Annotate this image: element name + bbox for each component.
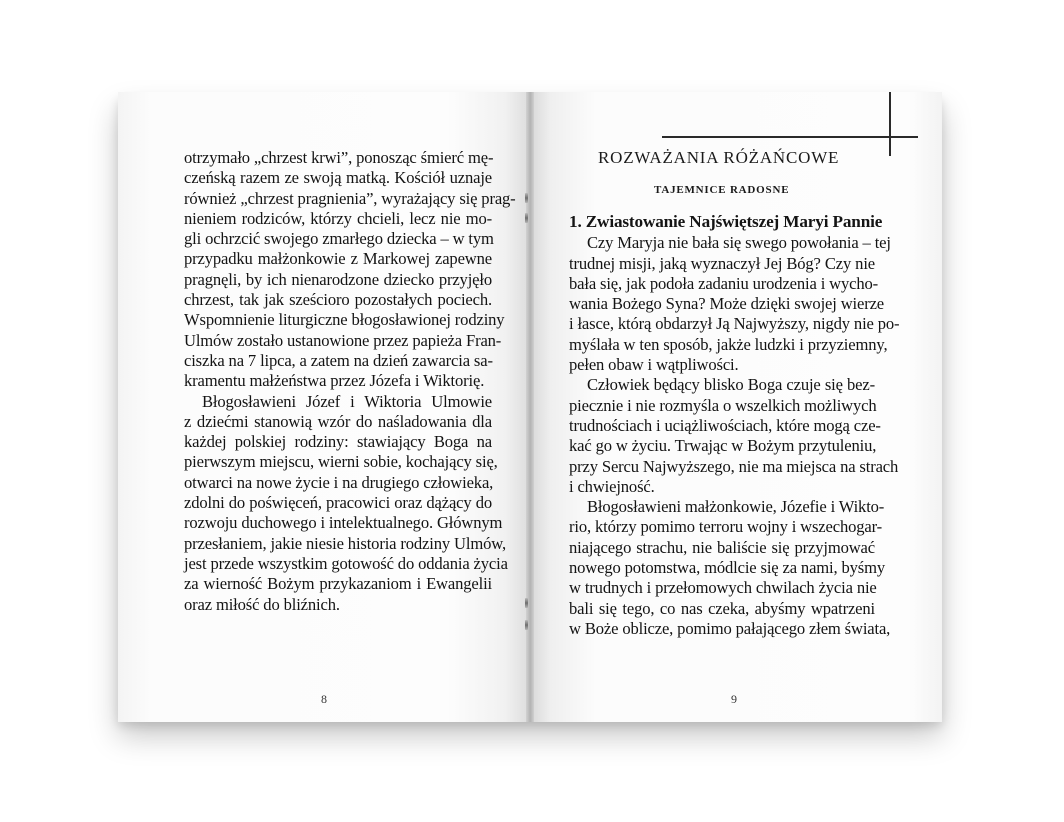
right-page <box>530 92 942 722</box>
text-line: oraz miłość do bliźnich. <box>184 594 340 614</box>
text-line: z dziećmi stanowią wzór do naśladowania dla <box>184 411 492 431</box>
text-line: bali się tego, co nas czeka, abyśmy wpatrzeni <box>569 598 875 618</box>
text-line: Ulmów zostało ustanowione przez papieża Fran- <box>184 330 502 350</box>
text-line: ciszka na 7 lipca, a zatem na dzień zawarcia sa- <box>184 350 493 370</box>
text-line: przesłaniem, jakie niesie historia rodziny Ulmów, <box>184 533 506 553</box>
text-line: niającego strachu, nie baliście się przyjmować <box>569 537 875 557</box>
text-line: trudnej misji, jaką wyznaczył Jej Bóg? Czy nie <box>569 253 875 273</box>
text-line: również „chrzest pragnienia”, wyrażający się prag- <box>184 188 516 208</box>
staple-top-lower <box>525 213 528 223</box>
text-line: gli ochrzcić swojego zmarłego dziecka – w tym <box>184 229 494 249</box>
section-subtitle: TAJEMNICE RADOSNE <box>654 184 790 196</box>
left-page <box>118 92 530 722</box>
cross-ornament-horizontal <box>662 136 918 138</box>
text-line: Wspomnienie liturgiczne błogosławionej rodziny <box>184 310 505 330</box>
text-line: Człowiek będący blisko Boga czuje się bez- <box>587 375 875 395</box>
text-line: rozwoju duchowego i intelektualnego. Głównym <box>184 513 503 533</box>
text-line: i chwiejność. <box>569 476 655 496</box>
staple-bottom-lower <box>525 620 528 630</box>
text-line: kramentu małżeństwa przez Józefa i Wiktorię. <box>184 371 485 391</box>
left-page-body <box>184 148 516 615</box>
text-line: zdolni do poświęceń, pracowici oraz dążący do <box>184 493 492 513</box>
right-page-body <box>569 212 900 639</box>
text-line: i łasce, którą obdarzył Ją Najwyższy, nigdy nie po- <box>569 314 900 334</box>
text-line: pragnęli, by ich nienarodzone dziecko przyjęło <box>184 269 492 289</box>
text-line: trudnościach i uciążliwościach, które mogą cze- <box>569 415 881 435</box>
text-line: pierwszym miejscu, wierni sobie, kochający się, <box>184 452 498 472</box>
text-line: wania Bożego Syna? Może dzięki swojej wierze <box>569 294 885 314</box>
text-line: piecznie i nie rozmyśla o wszelkich możliwych <box>569 395 877 415</box>
text-line: za wierność Bożym przykazaniom i Ewangelii <box>184 574 492 594</box>
text-line: czeńską razem ze swoją matką. Kościół uznaje <box>184 168 492 188</box>
text-line: otwarci na nowe życie i na drugiego człowieka, <box>184 472 494 492</box>
text-line: jest przede wszystkim gotowość do oddania życia <box>184 553 508 573</box>
text-line: w Boże oblicze, pomimo pałającego złem świata, <box>569 618 891 638</box>
section-title: ROZWAŻANIA RÓŻAŃCOWE <box>598 148 840 167</box>
text-line: Błogosławieni Józef i Wiktoria Ulmowie <box>202 391 492 411</box>
text-line: każdej polskiej rodziny: stawiający Boga na <box>184 432 492 452</box>
text-line: Czy Maryja nie bała się swego powołania – tej <box>587 233 891 253</box>
staple-top-upper <box>525 193 528 203</box>
text-line: przypadku małżonkowie z Markowej zapewne <box>184 249 492 269</box>
text-line: kać go w życiu. Trwając w Bożym przytuleniu, <box>569 436 877 456</box>
text-line: rio, którzy pomimo terroru wojny i wszechogar- <box>569 517 883 537</box>
text-line: pełen obaw i wątpliwości. <box>569 355 739 375</box>
text-line: Błogosławieni małżonkowie, Józefie i Wikto- <box>587 497 885 517</box>
text-line: nowego potomstwa, módlcie się za nami, byśmy <box>569 558 885 578</box>
text-line: przy Sercu Najwyższego, nie ma miejsca na strach <box>569 456 899 476</box>
text-line: myślała w ten sposób, jakże ludzki i przyziemny, <box>569 334 888 354</box>
cross-ornament-vertical <box>889 92 891 156</box>
text-line: otrzymało „chrzest krwi”, ponosząc śmierć mę- <box>184 148 494 167</box>
text-line: bała się, jak podoła zadaniu urodzenia i wycho- <box>569 273 879 293</box>
chapter-heading: 1. Zwiastowanie Najświętszej Maryi Pannie <box>569 212 883 231</box>
staple-bottom-upper <box>525 598 528 608</box>
text-line: chrzest, tak jak sześcioro pozostałych pociech. <box>184 290 492 310</box>
page-number-left: 8 <box>321 692 327 706</box>
text-line: nieniem rodziców, którzy chcieli, lecz nie mo- <box>184 208 492 228</box>
page-number-right: 9 <box>731 692 737 706</box>
text-line: w trudnych i przełomowych chwilach życia nie <box>569 578 877 598</box>
